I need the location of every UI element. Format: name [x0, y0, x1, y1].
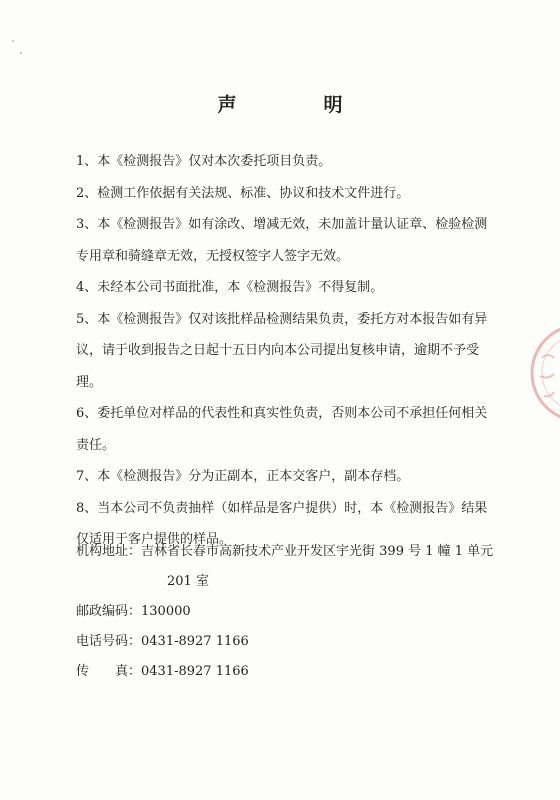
postcode-label: 邮政编码：	[76, 604, 142, 619]
statement-body	[76, 146, 494, 556]
phone-row	[76, 630, 249, 649]
phone-label: 电话号码：	[76, 634, 142, 649]
scan-speck	[12, 40, 14, 42]
statement-item-4: 4、未经本公司书面批准，本《检测报告》不得复制。	[76, 280, 384, 295]
postcode-value: 130000	[141, 604, 191, 619]
statement-item-3: 3、本《检测报告》如有涂改、增减无效，未加盖计量认证章、检验检测专用章和骑缝章无效，无授权签字人签字无效。	[76, 217, 488, 264]
postcode-row	[76, 600, 191, 619]
statement-item-5: 5、本《检测报告》仅对该批样品检测结果负责，委托方对本报告如有异议，请于收到报告之日起十五日内向本公司提出复核申请，逾期不予受理。	[76, 311, 488, 390]
phone-value: 0431-8927 1166	[141, 634, 249, 649]
address-row	[76, 540, 493, 559]
statement-item-8: 8、当本公司不负责抽样（如样品是客户提供）时，本《检测报告》结果仅适用于客户提供的样品。	[76, 500, 488, 547]
statement-item-6: 6、委托单位对样品的代表性和真实性负责，否则本公司不承担任何相关责任。	[76, 406, 488, 453]
fax-row	[76, 660, 249, 679]
document-title: 声 明	[217, 94, 377, 116]
address-label: 机构地址：	[76, 544, 142, 559]
statement-item-7: 7、本《检测报告》分为正副本，正本交客户，副本存档。	[76, 469, 410, 484]
address-line-2: 201 室	[167, 574, 209, 589]
fax-value: 0431-8927 1166	[141, 664, 249, 679]
statement-item-2: 2、检测工作依据有关法规、标准、协议和技术文件进行。	[76, 185, 410, 201]
address-line-1: 吉林省长春市高新技术产业开发区宇光街 399 号 1 幢 1 单元	[141, 544, 494, 559]
statement-item-1: 1、本《检测报告》仅对本次委托项目负责。	[76, 154, 332, 169]
scan-speck	[20, 52, 22, 54]
fax-label: 传 真：	[76, 664, 142, 679]
seam-stamp-image	[520, 318, 560, 428]
